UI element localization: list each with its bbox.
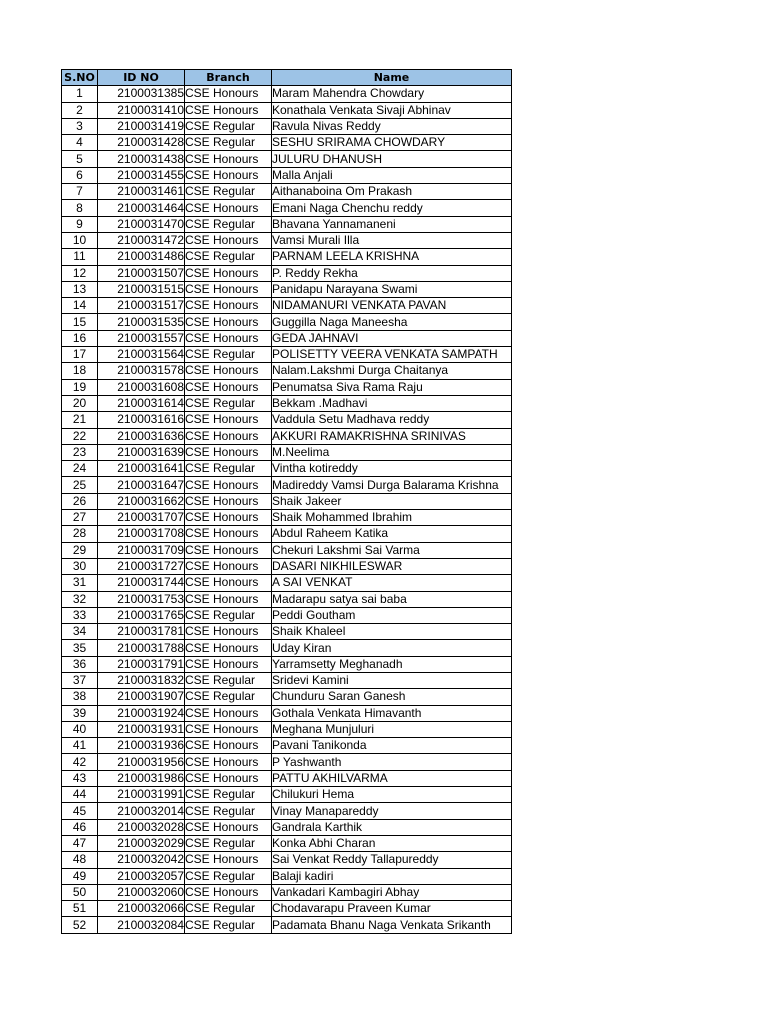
branch-cell: CSE Regular <box>185 689 272 705</box>
table-row <box>62 461 512 477</box>
id-no-cell: 2100031507 <box>98 265 185 281</box>
name-cell: SESHU SRIRAMA CHOWDARY <box>272 135 512 151</box>
id-no-cell: 2100031791 <box>98 656 185 672</box>
name-cell: Konka Abhi Charan <box>272 835 512 851</box>
table-row <box>62 216 512 232</box>
id-no-cell: 2100031662 <box>98 493 185 509</box>
branch-cell: CSE Honours <box>185 575 272 591</box>
table-row <box>62 852 512 868</box>
branch-cell: CSE Regular <box>185 395 272 411</box>
sno-cell: 52 <box>62 917 98 933</box>
sno-cell: 21 <box>62 412 98 428</box>
sno-cell: 14 <box>62 298 98 314</box>
branch-cell: CSE Honours <box>185 624 272 640</box>
id-no-cell: 2100031639 <box>98 444 185 460</box>
sno-cell: 41 <box>62 738 98 754</box>
table-header <box>62 70 512 86</box>
branch-cell: CSE Honours <box>185 558 272 574</box>
branch-cell: CSE Regular <box>185 347 272 363</box>
id-no-cell: 2100031578 <box>98 363 185 379</box>
branch-cell: CSE Honours <box>185 265 272 281</box>
branch-cell: CSE Regular <box>185 835 272 851</box>
name-cell: Gothala Venkata Himavanth <box>272 705 512 721</box>
branch-cell: CSE Honours <box>185 721 272 737</box>
id-no-cell: 2100032084 <box>98 917 185 933</box>
branch-cell: CSE Honours <box>185 705 272 721</box>
id-no-cell: 2100031517 <box>98 298 185 314</box>
name-cell: Vinay Manapareddy <box>272 803 512 819</box>
branch-cell: CSE Honours <box>185 510 272 526</box>
id-no-cell: 2100031608 <box>98 379 185 395</box>
id-no-cell: 2100031707 <box>98 510 185 526</box>
name-cell: PARNAM LEELA KRISHNA <box>272 249 512 265</box>
sno-cell: 38 <box>62 689 98 705</box>
table-row <box>62 754 512 770</box>
name-cell: Balaji kadiri <box>272 868 512 884</box>
id-no-cell: 2100031781 <box>98 624 185 640</box>
sno-cell: 45 <box>62 803 98 819</box>
branch-cell: CSE Honours <box>185 477 272 493</box>
branch-cell: CSE Honours <box>185 852 272 868</box>
sno-cell: 16 <box>62 330 98 346</box>
table-row <box>62 868 512 884</box>
table-row <box>62 640 512 656</box>
table-row <box>62 575 512 591</box>
name-cell: Aithanaboina Om Prakash <box>272 184 512 200</box>
sno-cell: 33 <box>62 607 98 623</box>
sno-cell: 49 <box>62 868 98 884</box>
id-no-cell: 2100031438 <box>98 151 185 167</box>
table-row <box>62 167 512 183</box>
table-row <box>62 591 512 607</box>
branch-cell: CSE Honours <box>185 298 272 314</box>
sno-cell: 30 <box>62 558 98 574</box>
sno-cell: 25 <box>62 477 98 493</box>
sno-cell: 19 <box>62 379 98 395</box>
sno-cell: 8 <box>62 200 98 216</box>
name-cell: Penumatsa Siva Rama Raju <box>272 379 512 395</box>
name-cell: Vankadari Kambagiri Abhay <box>272 884 512 900</box>
table-row <box>62 347 512 363</box>
header-row <box>62 70 512 86</box>
name-cell: POLISETTY VEERA VENKATA SAMPATH <box>272 347 512 363</box>
id-no-cell: 2100031557 <box>98 330 185 346</box>
branch-cell: CSE Honours <box>185 591 272 607</box>
table-row <box>62 689 512 705</box>
sno-cell: 4 <box>62 135 98 151</box>
name-cell: Shaik Mohammed Ibrahim <box>272 510 512 526</box>
sno-cell: 15 <box>62 314 98 330</box>
id-no-cell: 2100031472 <box>98 232 185 248</box>
name-cell: Pavani Tanikonda <box>272 738 512 754</box>
sno-cell: 34 <box>62 624 98 640</box>
sno-cell: 11 <box>62 249 98 265</box>
id-no-cell: 2100031991 <box>98 787 185 803</box>
id-no-cell: 2100031986 <box>98 770 185 786</box>
id-no-cell: 2100032042 <box>98 852 185 868</box>
table-row <box>62 314 512 330</box>
branch-cell: CSE Regular <box>185 118 272 134</box>
id-no-cell: 2100031727 <box>98 558 185 574</box>
sno-cell: 26 <box>62 493 98 509</box>
table-row <box>62 232 512 248</box>
branch-cell: CSE Honours <box>185 379 272 395</box>
id-no-cell: 2100031636 <box>98 428 185 444</box>
branch-cell: CSE Honours <box>185 314 272 330</box>
name-cell: P. Reddy Rekha <box>272 265 512 281</box>
branch-cell: CSE Regular <box>185 184 272 200</box>
table-row <box>62 542 512 558</box>
branch-cell: CSE Honours <box>185 656 272 672</box>
table-row <box>62 265 512 281</box>
table-row <box>62 86 512 102</box>
branch-cell: CSE Regular <box>185 868 272 884</box>
id-no-cell: 2100031464 <box>98 200 185 216</box>
id-no-cell: 2100031461 <box>98 184 185 200</box>
branch-cell: CSE Honours <box>185 640 272 656</box>
branch-cell: CSE Honours <box>185 151 272 167</box>
name-cell: Vamsi Murali Illa <box>272 232 512 248</box>
id-no-cell: 2100031765 <box>98 607 185 623</box>
table-row <box>62 656 512 672</box>
sno-cell: 46 <box>62 819 98 835</box>
branch-cell: CSE Honours <box>185 819 272 835</box>
name-cell: Nalam.Lakshmi Durga Chaitanya <box>272 363 512 379</box>
name-cell: Padamata Bhanu Naga Venkata Srikanth <box>272 917 512 933</box>
header-name: Name <box>272 70 512 86</box>
id-no-cell: 2100031535 <box>98 314 185 330</box>
table-row <box>62 738 512 754</box>
name-cell: Peddi Goutham <box>272 607 512 623</box>
table-row <box>62 395 512 411</box>
table-row <box>62 607 512 623</box>
name-cell: Emani Naga Chenchu reddy <box>272 200 512 216</box>
branch-cell: CSE Honours <box>185 281 272 297</box>
name-cell: Vaddula Setu Madhava reddy <box>272 412 512 428</box>
branch-cell: CSE Honours <box>185 754 272 770</box>
name-cell: Meghana Munjuluri <box>272 721 512 737</box>
id-no-cell: 2100031931 <box>98 721 185 737</box>
id-no-cell: 2100031708 <box>98 526 185 542</box>
id-no-cell: 2100031924 <box>98 705 185 721</box>
sno-cell: 29 <box>62 542 98 558</box>
id-no-cell: 2100032014 <box>98 803 185 819</box>
table-row <box>62 884 512 900</box>
name-cell: Chodavarapu Praveen Kumar <box>272 901 512 917</box>
table-row <box>62 412 512 428</box>
name-cell: Uday Kiran <box>272 640 512 656</box>
id-no-cell: 2100031788 <box>98 640 185 656</box>
id-no-cell: 2100031753 <box>98 591 185 607</box>
name-cell: Shaik Khaleel <box>272 624 512 640</box>
name-cell: Madarapu satya sai baba <box>272 591 512 607</box>
table-row <box>62 330 512 346</box>
id-no-cell: 2100031455 <box>98 167 185 183</box>
name-cell: Ravula Nivas Reddy <box>272 118 512 134</box>
branch-cell: CSE Regular <box>185 901 272 917</box>
sno-cell: 48 <box>62 852 98 868</box>
sno-cell: 47 <box>62 835 98 851</box>
name-cell: M.Neelima <box>272 444 512 460</box>
branch-cell: CSE Regular <box>185 461 272 477</box>
sno-cell: 22 <box>62 428 98 444</box>
table-row <box>62 444 512 460</box>
branch-cell: CSE Regular <box>185 249 272 265</box>
sno-cell: 20 <box>62 395 98 411</box>
branch-cell: CSE Honours <box>185 542 272 558</box>
table-row <box>62 118 512 134</box>
id-no-cell: 2100031936 <box>98 738 185 754</box>
name-cell: Malla Anjali <box>272 167 512 183</box>
id-no-cell: 2100031647 <box>98 477 185 493</box>
name-cell: Bekkam .Madhavi <box>272 395 512 411</box>
id-no-cell: 2100032028 <box>98 819 185 835</box>
id-no-cell: 2100031709 <box>98 542 185 558</box>
table-row <box>62 917 512 933</box>
branch-cell: CSE Honours <box>185 200 272 216</box>
name-cell: GEDA JAHNAVI <box>272 330 512 346</box>
sno-cell: 32 <box>62 591 98 607</box>
name-cell: Guggilla Naga Maneesha <box>272 314 512 330</box>
sno-cell: 36 <box>62 656 98 672</box>
id-no-cell: 2100031428 <box>98 135 185 151</box>
table-row <box>62 151 512 167</box>
table-row <box>62 249 512 265</box>
table-row <box>62 102 512 118</box>
table-row <box>62 184 512 200</box>
table-row <box>62 721 512 737</box>
name-cell: Maram Mahendra Chowdary <box>272 86 512 102</box>
sno-cell: 13 <box>62 281 98 297</box>
table-row <box>62 510 512 526</box>
table-row <box>62 281 512 297</box>
table-row <box>62 803 512 819</box>
id-no-cell: 2100031385 <box>98 86 185 102</box>
name-cell: AKKURI RAMAKRISHNA SRINIVAS <box>272 428 512 444</box>
sno-cell: 1 <box>62 86 98 102</box>
table-row <box>62 819 512 835</box>
branch-cell: CSE Honours <box>185 363 272 379</box>
sno-cell: 23 <box>62 444 98 460</box>
sno-cell: 27 <box>62 510 98 526</box>
name-cell: DASARI NIKHILESWAR <box>272 558 512 574</box>
table-row <box>62 526 512 542</box>
table-row <box>62 558 512 574</box>
name-cell: Yarramsetty Meghanadh <box>272 656 512 672</box>
name-cell: Vintha kotireddy <box>272 461 512 477</box>
sno-cell: 37 <box>62 672 98 688</box>
name-cell: Chilukuri Hema <box>272 787 512 803</box>
branch-cell: CSE Honours <box>185 428 272 444</box>
sno-cell: 43 <box>62 770 98 786</box>
sno-cell: 44 <box>62 787 98 803</box>
branch-cell: CSE Honours <box>185 884 272 900</box>
branch-cell: CSE Regular <box>185 787 272 803</box>
table-row <box>62 200 512 216</box>
id-no-cell: 2100031564 <box>98 347 185 363</box>
table-row <box>62 672 512 688</box>
branch-cell: CSE Honours <box>185 738 272 754</box>
sno-cell: 50 <box>62 884 98 900</box>
name-cell: A SAI VENKAT <box>272 575 512 591</box>
sno-cell: 24 <box>62 461 98 477</box>
sno-cell: 18 <box>62 363 98 379</box>
sno-cell: 17 <box>62 347 98 363</box>
branch-cell: CSE Honours <box>185 770 272 786</box>
name-cell: Sridevi Kamini <box>272 672 512 688</box>
id-no-cell: 2100031419 <box>98 118 185 134</box>
branch-cell: CSE Regular <box>185 216 272 232</box>
sno-cell: 9 <box>62 216 98 232</box>
id-no-cell: 2100031832 <box>98 672 185 688</box>
branch-cell: CSE Regular <box>185 607 272 623</box>
name-cell: Abdul Raheem Katika <box>272 526 512 542</box>
id-no-cell: 2100031410 <box>98 102 185 118</box>
header-sno: S.NO <box>62 70 98 86</box>
name-cell: P Yashwanth <box>272 754 512 770</box>
table-row <box>62 624 512 640</box>
table-row <box>62 363 512 379</box>
id-no-cell: 2100031641 <box>98 461 185 477</box>
sno-cell: 35 <box>62 640 98 656</box>
sno-cell: 5 <box>62 151 98 167</box>
table-row <box>62 705 512 721</box>
branch-cell: CSE Regular <box>185 672 272 688</box>
table-row <box>62 379 512 395</box>
table-row <box>62 493 512 509</box>
table-row <box>62 901 512 917</box>
id-no-cell: 2100032057 <box>98 868 185 884</box>
table-row <box>62 477 512 493</box>
table-row <box>62 770 512 786</box>
student-list-table <box>61 69 512 934</box>
name-cell: Bhavana Yannamaneni <box>272 216 512 232</box>
name-cell: Sai Venkat Reddy Tallapureddy <box>272 852 512 868</box>
id-no-cell: 2100031907 <box>98 689 185 705</box>
id-no-cell: 2100032029 <box>98 835 185 851</box>
name-cell: Gandrala Karthik <box>272 819 512 835</box>
table-row <box>62 428 512 444</box>
header-id-no: ID NO <box>98 70 185 86</box>
branch-cell: CSE Honours <box>185 330 272 346</box>
sno-cell: 10 <box>62 232 98 248</box>
id-no-cell: 2100031470 <box>98 216 185 232</box>
name-cell: JULURU DHANUSH <box>272 151 512 167</box>
id-no-cell: 2100031956 <box>98 754 185 770</box>
name-cell: Madireddy Vamsi Durga Balarama Krishna <box>272 477 512 493</box>
table-row <box>62 298 512 314</box>
table-row <box>62 135 512 151</box>
id-no-cell: 2100032060 <box>98 884 185 900</box>
branch-cell: CSE Honours <box>185 526 272 542</box>
sno-cell: 12 <box>62 265 98 281</box>
sno-cell: 39 <box>62 705 98 721</box>
sno-cell: 28 <box>62 526 98 542</box>
branch-cell: CSE Regular <box>185 803 272 819</box>
name-cell: Shaik Jakeer <box>272 493 512 509</box>
id-no-cell: 2100031614 <box>98 395 185 411</box>
name-cell: NIDAMANURI VENKATA PAVAN <box>272 298 512 314</box>
branch-cell: CSE Honours <box>185 102 272 118</box>
sno-cell: 3 <box>62 118 98 134</box>
sno-cell: 51 <box>62 901 98 917</box>
id-no-cell: 2100031515 <box>98 281 185 297</box>
table-row <box>62 787 512 803</box>
name-cell: PATTU AKHILVARMA <box>272 770 512 786</box>
name-cell: Chekuri Lakshmi Sai Varma <box>272 542 512 558</box>
branch-cell: CSE Regular <box>185 917 272 933</box>
id-no-cell: 2100031486 <box>98 249 185 265</box>
sno-cell: 6 <box>62 167 98 183</box>
sno-cell: 7 <box>62 184 98 200</box>
name-cell: Konathala Venkata Sivaji Abhinav <box>272 102 512 118</box>
table-body <box>62 86 512 933</box>
name-cell: Panidapu Narayana Swami <box>272 281 512 297</box>
sno-cell: 2 <box>62 102 98 118</box>
branch-cell: CSE Honours <box>185 412 272 428</box>
name-cell: Chunduru Saran Ganesh <box>272 689 512 705</box>
branch-cell: CSE Honours <box>185 232 272 248</box>
id-no-cell: 2100032066 <box>98 901 185 917</box>
branch-cell: CSE Regular <box>185 135 272 151</box>
id-no-cell: 2100031744 <box>98 575 185 591</box>
sno-cell: 31 <box>62 575 98 591</box>
branch-cell: CSE Honours <box>185 167 272 183</box>
header-branch: Branch <box>185 70 272 86</box>
sno-cell: 40 <box>62 721 98 737</box>
branch-cell: CSE Honours <box>185 493 272 509</box>
branch-cell: CSE Honours <box>185 86 272 102</box>
branch-cell: CSE Honours <box>185 444 272 460</box>
table-row <box>62 835 512 851</box>
id-no-cell: 2100031616 <box>98 412 185 428</box>
sno-cell: 42 <box>62 754 98 770</box>
